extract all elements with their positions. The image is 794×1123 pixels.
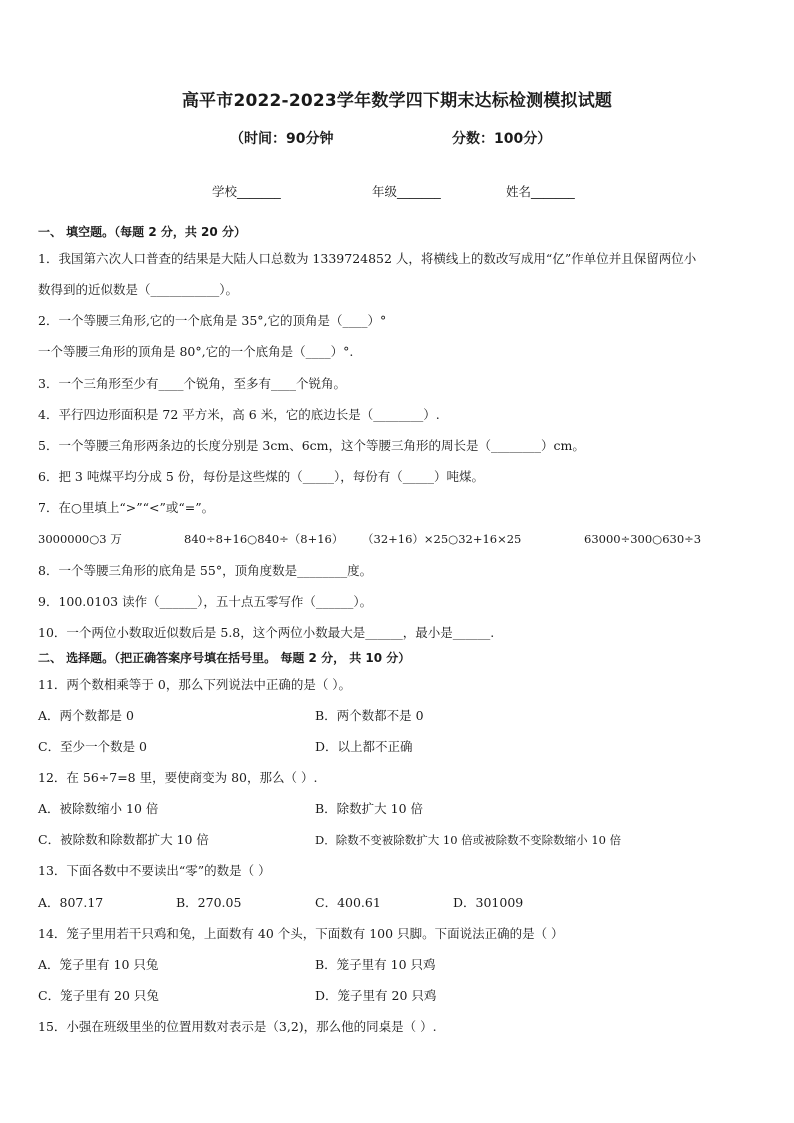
q11-option-c: C．至少一个数是 0: [38, 739, 147, 754]
q13-option-d: D．301009: [453, 895, 524, 910]
q7-item-1: 3000000○3 万: [38, 532, 122, 546]
q7-item-2: 840÷8+16○840÷（8+16）: [184, 532, 344, 546]
q12-option-c: C．被除数和除数都扩大 10 倍: [38, 832, 209, 847]
question-9: 9．100.0103 读作（______），五十点五零写作（______）。: [38, 594, 373, 609]
question-5: 5．一个等腰三角形两条边的长度分别是 3cm、6cm，这个等腰三角形的周长是（________）cm。: [38, 438, 585, 453]
q14-option-a: A．笼子里有 10 只兔: [38, 957, 159, 972]
q7-item-4: 63000÷300○630÷3: [584, 532, 702, 546]
q11-option-d: D．以上都不正确: [315, 739, 413, 754]
q14-option-c: C．笼子里有 20 只兔: [38, 988, 159, 1003]
q12-option-d: D．除数不变被除数扩大 10 倍或被除数不变除数缩小 10 倍: [315, 833, 622, 847]
q13-option-c: C．400.61: [315, 895, 381, 910]
q7-item-3: （32+16）×25○32+16×25: [362, 532, 522, 546]
q13-option-b: B．270.05: [176, 895, 242, 910]
question-15: 15．小强在班级里坐的位置用数对表示是（3,2)，那么他的同桌是（ ）.: [38, 1019, 437, 1034]
q12-option-b: B．除数扩大 10 倍: [315, 801, 424, 816]
q11-option-a: A．两个数都是 0: [38, 708, 134, 723]
section2-heading: 二、 选择题。（把正确答案序号填在括号里。 每题 2 分， 共 10 分）: [38, 651, 411, 665]
grade-field: 年级_______: [372, 184, 441, 199]
q14-option-b: B．笼子里有 10 只鸡: [315, 957, 436, 972]
question-4: 4．平行四边形面积是 72 平方米，高 6 米，它的底边长是（________）.: [38, 407, 440, 422]
question-1b: 数得到的近似数是（___________）。: [38, 282, 239, 297]
question-13: 13．下面各数中不要读出“零”的数是（ ）: [38, 863, 271, 878]
q14-option-d: D．笼子里有 20 只鸡: [315, 988, 437, 1003]
exam-score: 分数：100分）: [452, 131, 552, 147]
question-7: 7．在○里填上“>”“<”或“=”。: [38, 500, 215, 515]
q13-option-a: A．807.17: [38, 895, 104, 910]
exam-time: （时间：90分钟: [230, 131, 334, 147]
question-2a: 2．一个等腰三角形,它的一个底角是 35°,它的顶角是（____）°: [38, 313, 387, 328]
question-1a: 1．我国第六次人口普查的结果是大陆人口总数为 1339724852 人，将横线上的数改写成用“亿”作单位并且保留两位小: [38, 251, 697, 266]
question-6: 6．把 3 吨煤平均分成 5 份，每份是这些煤的（_____），每份有（_____）吨煤。: [38, 469, 485, 484]
page-title: 高平市2022-2023学年数学四下期末达标检测模拟试题: [181, 91, 613, 111]
question-3: 3．一个三角形至少有____个锐角，至多有____个锐角。: [38, 376, 346, 391]
name-field: 姓名_______: [506, 184, 575, 199]
question-11: 11．两个数相乘等于 0，那么下列说法中正确的是（ ）。: [38, 677, 352, 692]
question-12: 12．在 56÷7=8 里，要使商变为 80，那么（ ）.: [38, 770, 318, 785]
section1-heading: 一、 填空题。（每题 2 分，共 20 分）: [38, 225, 246, 239]
school-field: 学校_______: [212, 184, 281, 199]
question-10: 10．一个两位小数取近似数后是 5.8，这个两位小数最大是______，最小是______.: [38, 625, 495, 640]
q11-option-b: B．两个数都不是 0: [315, 708, 424, 723]
question-8: 8．一个等腰三角形的底角是 55°，顶角度数是________度。: [38, 563, 373, 578]
q12-option-a: A．被除数缩小 10 倍: [38, 801, 159, 816]
question-14: 14．笼子里用若干只鸡和兔，上面数有 40 个头，下面数有 100 只脚。下面说法正确的是（ ）: [38, 926, 564, 941]
question-2b: 一个等腰三角形的顶角是 80°,它的一个底角是（____）°.: [38, 344, 354, 359]
